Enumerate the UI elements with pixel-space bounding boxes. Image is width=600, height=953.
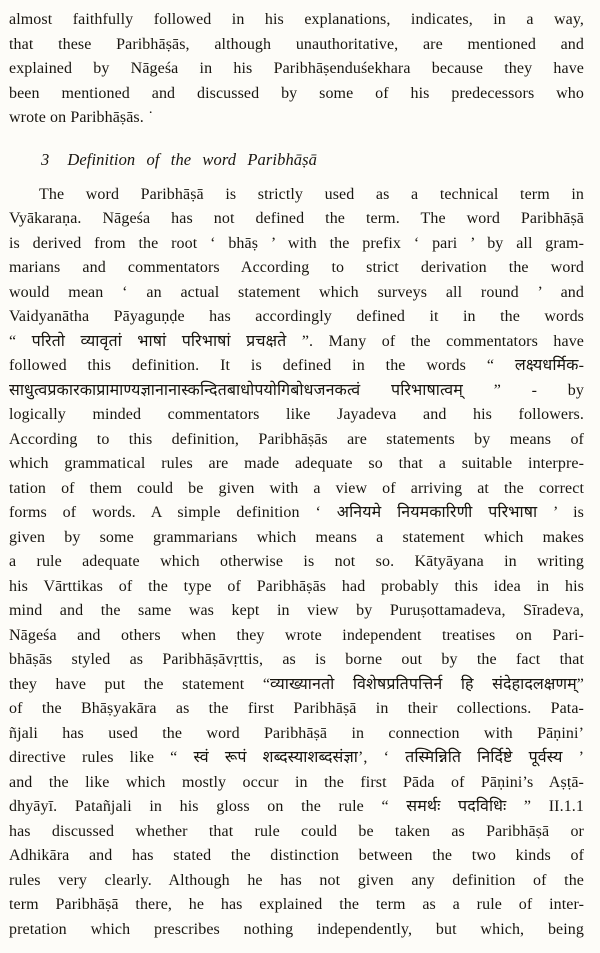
text-line: almost faithfully followed in his explanations, indicates, in a way, — [9, 11, 584, 28]
text-line: marians and commentators According to strict derivation the word — [9, 259, 584, 276]
text-line: According to this definition, Paribhāṣās are statements by means of — [9, 430, 584, 448]
text-line: Vaidyanātha Pāyaguṇḍe has accordingly defined it in the words — [9, 308, 584, 325]
text-line: Adhikāra and has stated the distinction between the two kinds of — [9, 847, 584, 864]
text-line: is derived from the root ‘ bhāṣ ’ with the prefix ‘ pari ’ by all gram- — [9, 234, 584, 252]
text-line: logically minded commentators like Jayadeva and his followers. — [9, 406, 584, 423]
text-line: a rule adequate which otherwise is not so. Kātyāyana in writing — [9, 553, 584, 570]
text-line: forms of words. A simple definition ‘ अनियमे नियमकारिणी परिभाषा ’ is — [9, 504, 584, 521]
text-line: his Vārttikas of the type of Paribhāṣās had probably this idea in his — [9, 577, 584, 595]
text-line: and the like which mostly occur in the first Pāda of Pāṇini’s Aṣṭā- — [9, 773, 584, 791]
text-line: has discussed whether that rule could be taken as Paribhāṣā or — [9, 822, 584, 840]
text-line: that these Paribhāṣās, although unauthoritative, are mentioned and — [9, 35, 584, 53]
section-number: 3 — [41, 149, 50, 169]
text-line: pretation which prescribes nothing independently, but which, being — [9, 920, 584, 938]
text-line: directive rules like “ स्वं रूपं शब्दस्याशब्दसंज्ञा’, ‘ तस्मिन्निति निर्दिष्टे पूर्वस्य ’ — [9, 749, 584, 766]
paragraph-definition — [9, 183, 584, 943]
text-line: tation of them could be given with a view of arriving at the correct — [9, 479, 584, 497]
text-line: been mentioned and discussed by some of his predecessors who — [9, 84, 584, 102]
text-line: bhāṣās styled as Paribhāṣāvṛttis, as is borne out by the fact that — [9, 651, 584, 668]
section-heading — [41, 148, 584, 172]
text-line: given by some grammarians which means a statement which makes — [9, 528, 584, 546]
text-line: would mean ‘ an actual statement which surveys all round ’ and — [9, 283, 584, 301]
paragraph-continuation — [9, 8, 584, 131]
text-line: explained by Nāgeśa in his Paribhāṣenduśekhara because they have — [9, 60, 584, 77]
text-line: Vyākaraṇa. Nāgeśa has not defined the term. The word Paribhāṣā — [9, 210, 584, 227]
text-line: The word Paribhāṣā is strictly used as a technical term in — [39, 185, 584, 203]
text-line: term Paribhāṣā there, he has explained the term as a rule of inter- — [9, 896, 584, 913]
text-line: dhyāyī. Patañjali in his gloss on the rule “ समर्थः पदविधिः ” II.1.1 — [9, 798, 584, 815]
text-line: of the Bhāṣyakāra as the first Paribhāṣā in their collections. Pata- — [9, 700, 584, 717]
text-line: ñjali has used the word Paribhāṣā in connection with Pāṇini’ — [9, 724, 584, 742]
section-title: Definition of the word Paribhāṣā — [67, 149, 318, 169]
text-line: साधुत्वप्रकारकाप्रामाण्यज्ञानानास्कन्दितबाधोपयोगिबोधजनकत्वं परिभाषात्वम् ” - by — [9, 381, 584, 399]
text-line: Nāgeśa and others when they wrote independent treatises on Pari- — [9, 626, 584, 644]
text-line: wrote on Paribhāṣās. ˙ — [9, 109, 154, 126]
text-line: which grammatical rules are made adequate so that a suitable interpre- — [9, 455, 584, 472]
text-line: they have put the statement “व्याख्यानतो विशेषप्रतिपत्तिर्न हि संदेहादलक्षणम्” — [9, 675, 584, 693]
text-line: “ परितो व्यावृतां भाषां परिभाषां प्रचक्षते ”. Many of the commentators have — [9, 332, 584, 350]
text-line: followed this definition. It is defined in the words “ लक्ष्यधर्मिक- — [9, 357, 584, 374]
text-line: rules very clearly. Although he has not given any definition of the — [9, 871, 584, 889]
text-line: mind and the same was kept in view by Puruṣottamadeva, Sīradeva, — [9, 602, 584, 619]
